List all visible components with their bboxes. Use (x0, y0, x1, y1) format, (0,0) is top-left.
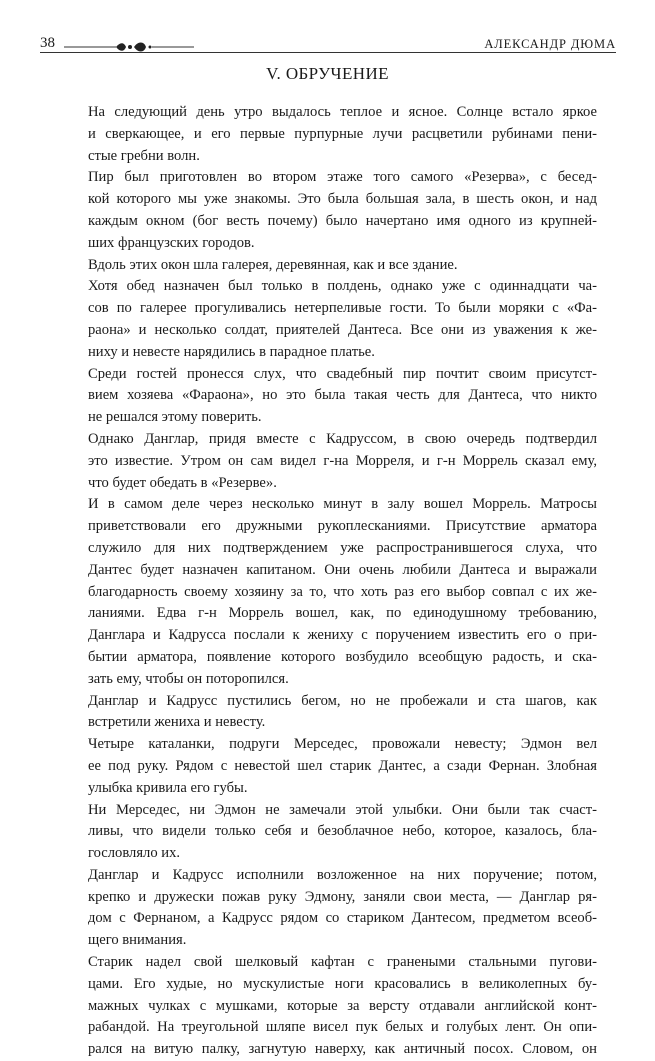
text-line: Дантес будет назначен капитаном. Они очень любили Дантеса и выражали (88, 561, 597, 578)
text-line: улыбка кривила его губы. (88, 779, 248, 796)
text-line: приветствовали его дружными рукоплесканиями. Присутствие арматора (88, 518, 597, 535)
running-head-author: АЛЕКСАНДР ДЮМА (484, 37, 616, 51)
chapter-title: V. ОБРУЧЕНИЕ (266, 64, 389, 83)
text-line: Среди гостей пронесся слух, что свадебный пир почтит своим присутст- (88, 365, 597, 382)
text-line: что будет обедать в «Резерве». (88, 474, 277, 491)
text-line: крепко и дружески пожав руку Эдмону, заняли свои места, — Данглар ря- (88, 888, 597, 905)
text-line: цами. Его худые, но мускулистые ноги красовались в великолепных бу- (88, 975, 597, 992)
text-line: стые гребни волн. (88, 147, 200, 164)
text-line: это известие. Утром он сам видел г-на Морреля, и г-н Моррель сказал ему, (88, 452, 597, 469)
paragraph (88, 364, 597, 429)
text-line: ее под руку. Рядом с невестой шел старик Дантес, а сзади Фернан. Злобная (88, 757, 597, 774)
paragraph (88, 494, 597, 690)
text-line: и сверкающее, и его первые пурпурные лучи расцветили рубинами пени- (88, 125, 597, 142)
text-line: Данглара и Кадрусса послали к жениху с поручением известить его о при- (88, 627, 597, 644)
text-line: Вдоль этих окон шла галерея, деревянная, как и все здание. (88, 256, 458, 273)
paragraph (88, 255, 597, 277)
text-line: мажных чулках с мушками, которые за версту отдавали английской конт- (88, 997, 597, 1014)
text-line: И в самом деле через несколько минут в залу вошел Моррель. Матросы (88, 496, 597, 513)
paragraph (88, 167, 597, 254)
paragraph (88, 865, 597, 952)
paragraph (88, 102, 597, 167)
text-line: Хотя обед назначен был только в полдень, однако уже с одиннадцати ча- (88, 278, 597, 295)
paragraph (88, 691, 597, 735)
text-line: Ни Мерседес, ни Эдмон не замечали этой улыбки. Они были так счаст- (88, 801, 597, 818)
text-line: бытии арматора, появление которого возбудило всеобщую радость, и ска- (88, 648, 597, 665)
text-line: рабандой. На треугольной шляпе висел пук белых и голубых лент. Он опи- (88, 1019, 597, 1036)
header-rule (40, 52, 616, 53)
text-line: встретили жениха и невесту. (88, 714, 266, 731)
text-line: благодарность своему хозяину за то, что хоть раз его выбор совпал с их же- (88, 583, 597, 600)
text-line: ших французских городов. (88, 234, 255, 251)
text-line: ливы, что видели только себя и безоблачное небо, которое, казалось, бла- (88, 823, 597, 840)
text-line: раона» и несколько солдат, приятелей Дантеса. Все они из уважения к же- (88, 321, 597, 338)
text-line: зать ему, чтобы он потoропился. (88, 670, 289, 687)
text-line: служило для них подтверждением уже распространившегося слуха, что (88, 539, 597, 556)
text-line: ниху и невесте нарядились в парадное платье. (88, 343, 375, 360)
text-line: гословляло их. (88, 845, 181, 862)
text-line: На следующий день утро выдалось теплое и ясное. Солнце встало яркое (88, 104, 597, 120)
text-line: сов по галерее прогуливались нетерпеливые гости. То были моряки с «Фа- (88, 300, 597, 317)
text-line: Старик надел свой шелковый кафтан с гранеными стальными пугови- (88, 954, 597, 971)
text-line: рался на витую палку, загнутую наверху, как античный посох. Словом, он (88, 1041, 597, 1058)
text-line: Однако Данглар, придя вместе с Кадруссом, в свою очередь подтвердил (88, 430, 597, 447)
text-line: кой которого мы уже знакомы. Это была большая зала, в шесть окон, и над (88, 191, 597, 208)
text-line: щего внимания. (88, 932, 187, 949)
paragraph (88, 800, 597, 865)
paragraph (88, 952, 597, 1061)
text-line: ланиями. Едва г-н Моррель вошел, как, по единодушному требованию, (88, 605, 597, 622)
body-text (88, 102, 597, 1061)
text-line: Данглар и Кадрусс пустились бегом, но не пробежали и ста шагов, как (88, 692, 597, 709)
paragraph (88, 734, 597, 799)
text-line: вием хозяева «Фараона», но это была такая честь для Дантеса, что никто (88, 387, 597, 404)
running-head (40, 30, 616, 56)
text-line: Пир был приготовлен во втором этаже того самого «Резерва», с бесед- (88, 169, 597, 186)
text-line: Четыре каталанки, подруги Мерседес, провожали невесту; Эдмон вел (88, 736, 597, 753)
text-line: каждым окном (бог весть почему) было начертано имя одного из крупней- (88, 212, 597, 229)
page-number: 38 (40, 35, 55, 51)
paragraph (88, 276, 597, 363)
text-line: Данглар и Кадрусс исполнили возложенное на них поручение; потом, (88, 866, 597, 883)
text-line: не решался этому поверить. (88, 409, 262, 426)
text-line: дом с Фернаном, а Кадрусс рядом со стариком Дантесом, предметом всеоб- (88, 910, 597, 927)
paragraph (88, 429, 597, 494)
